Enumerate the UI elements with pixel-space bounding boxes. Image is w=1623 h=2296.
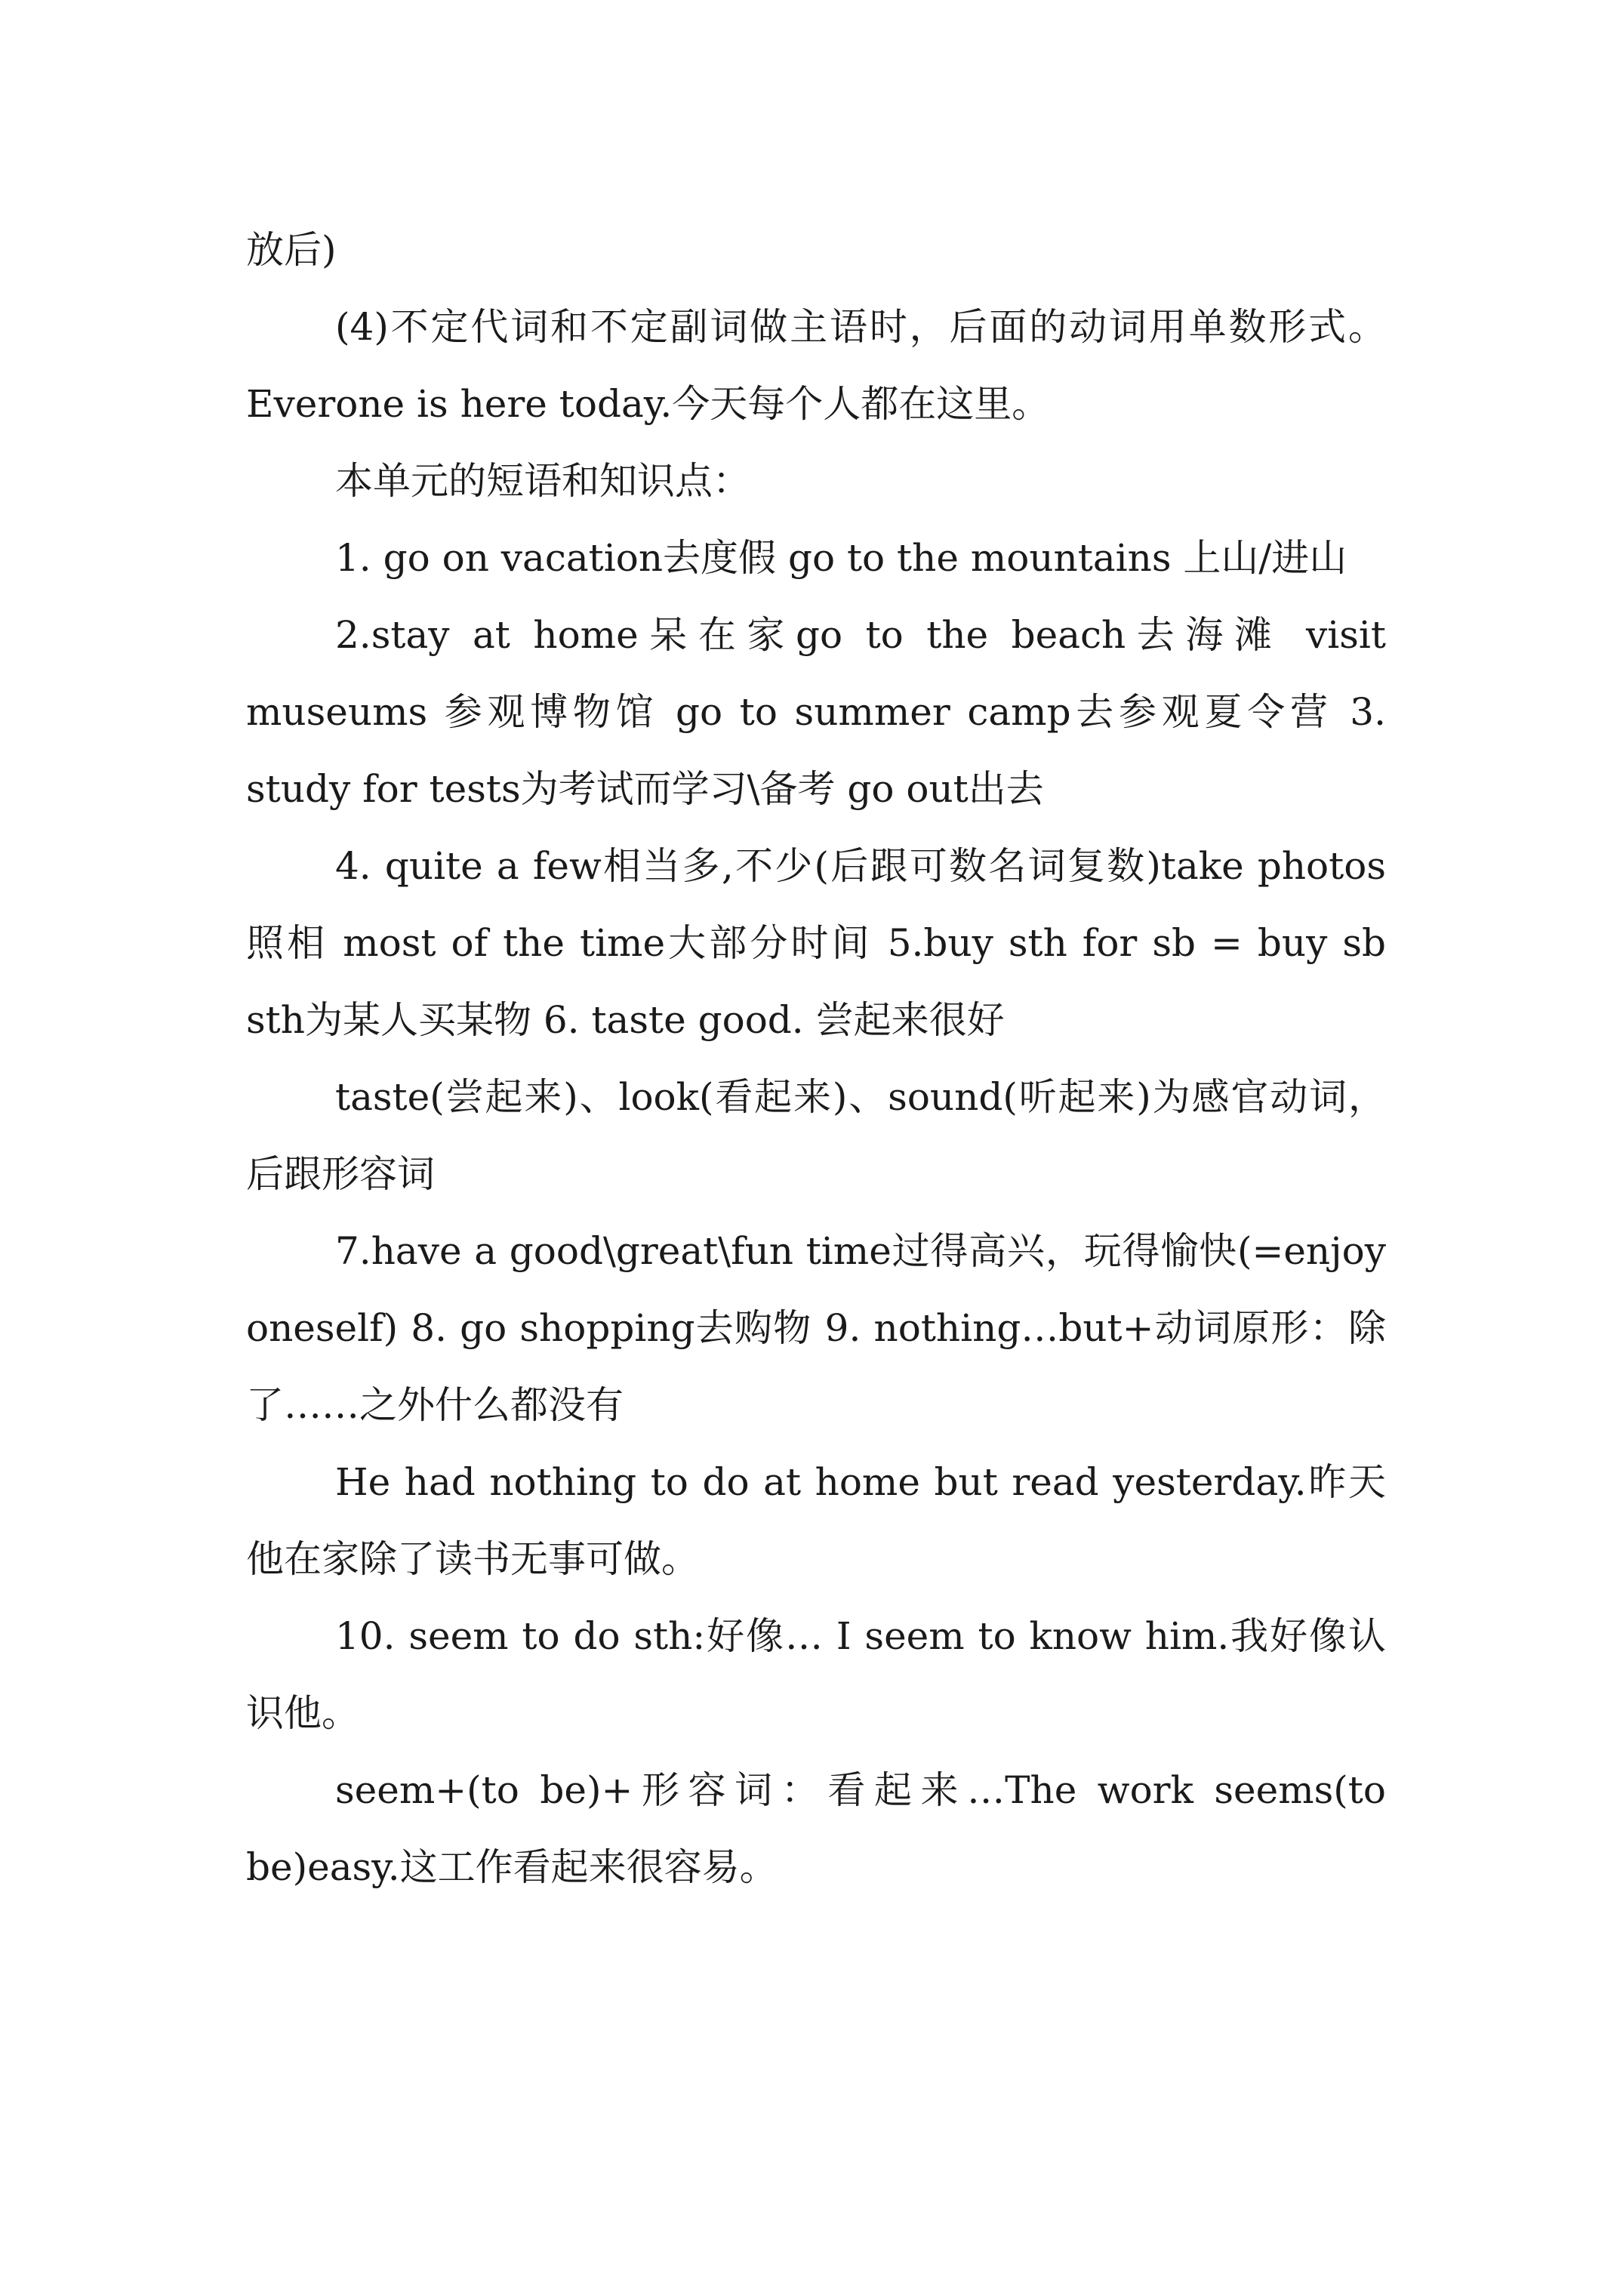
paragraph-rule-4: (4)不定代词和不定副词做主语时，后面的动词用单数形式。Everone is here today.今天每个人都在这里。 <box>246 305 1386 426</box>
paragraph-items-7-9: 7.have a good\great\fun time过得高兴，玩得愉快(=enjoy oneself) 8. go shopping去购物 9. nothing…but+动词原形：除了……之外什么都没有 <box>246 1229 1386 1427</box>
paragraph-example-nothing-but: He had nothing to do at home but read yesterday.昨天他在家除了读书无事可做。 <box>246 1460 1386 1581</box>
paragraph-section-heading: 本单元的短语和知识点： <box>335 459 750 503</box>
paragraph-item-1: 1. go on vacation去度假 go to the mountains 上山/进山 <box>335 536 1347 580</box>
paragraph-seem-adjective: seem+(to be)+形容词：看起来…The work seems(to be)easy.这工作看起来很容易。 <box>246 1768 1386 1889</box>
paragraph-items-2-3: 2.stay at home呆在家go to the beach去海滩 visit museums 参观博物馆 go to summer camp去参观夏令营 3. study for tests为考试而学习\备考 go out出去 <box>246 613 1386 811</box>
paragraph-item-10: 10. seem to do sth:好像… I seem to know him.我好像认识他。 <box>246 1614 1386 1735</box>
paragraph-sense-verbs: taste(尝起来)、look(看起来)、sound(听起来)为感官动词，后跟形容词 <box>246 1075 1386 1196</box>
paragraph-continuation: 放后) <box>246 228 337 272</box>
paragraph-items-4-6: 4. quite a few相当多,不少(后跟可数名词复数)take photos照相 most of the time大部分时间 5.buy sth for sb = buy sb sth为某人买某物 6. taste good. 尝起来很好 <box>246 844 1386 1042</box>
document-body <box>246 211 1386 1906</box>
